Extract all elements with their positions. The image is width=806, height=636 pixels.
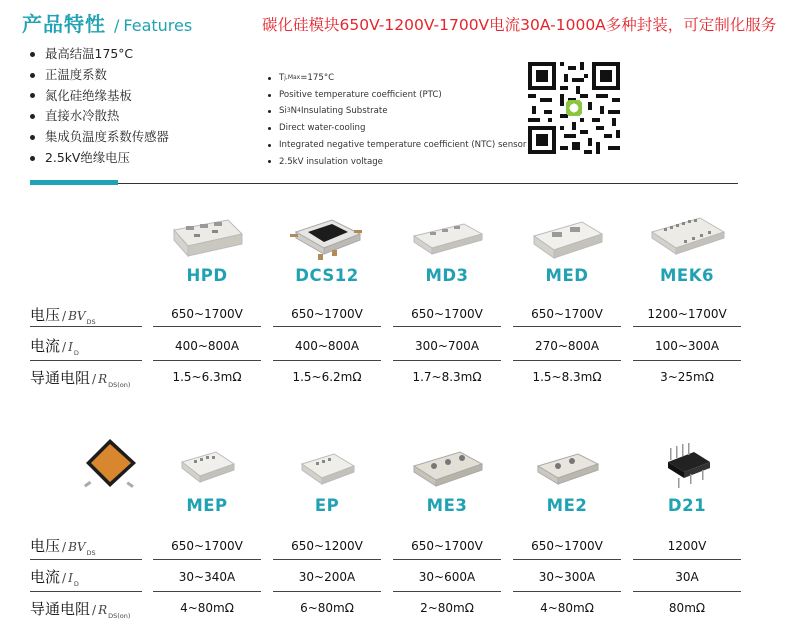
row-divider bbox=[30, 326, 142, 327]
cell-divider bbox=[273, 360, 381, 361]
bullet-icon bbox=[30, 135, 35, 140]
cell-divider bbox=[273, 559, 381, 560]
title-english: Features bbox=[123, 16, 193, 35]
product-d21[interactable] bbox=[632, 442, 742, 515]
module-dcs12-icon bbox=[288, 212, 366, 262]
module-me2-icon bbox=[528, 442, 606, 492]
module-mep-icon bbox=[168, 442, 246, 492]
module-md3-icon bbox=[408, 212, 486, 262]
cell-voltage: 650~1700V bbox=[411, 539, 483, 553]
cell-resistance: 1.7~8.3mΩ bbox=[412, 370, 482, 384]
label-voltage: 电压 / BV DS bbox=[30, 537, 96, 557]
cell-voltage: 650~1200V bbox=[291, 539, 363, 553]
bullet-icon bbox=[30, 73, 35, 78]
feature-item-en: Positive temperature coefficient (PTC) bbox=[268, 87, 526, 104]
cell-divider bbox=[153, 360, 261, 361]
cell-divider bbox=[153, 591, 261, 592]
feature-item-en: Si 3 N 4 Insulating Substrate bbox=[268, 103, 526, 120]
features-chinese-list bbox=[30, 44, 169, 169]
cell-resistance: 4~80mΩ bbox=[540, 601, 594, 615]
cell-current: 270~800A bbox=[534, 339, 600, 353]
feature-item: 正温度系数 bbox=[30, 65, 169, 86]
module-ep-icon bbox=[288, 442, 366, 492]
title-chinese: 产品特性 bbox=[22, 12, 106, 36]
bullet-icon bbox=[268, 127, 271, 130]
feature-item: 直接水冷散热 bbox=[30, 106, 169, 127]
cell-voltage: 1200~1700V bbox=[647, 307, 727, 321]
cell-resistance: 1.5~8.3mΩ bbox=[532, 370, 602, 384]
cell-divider bbox=[393, 591, 501, 592]
cell-current: 30~340A bbox=[178, 570, 236, 584]
cell-current: 100~300A bbox=[654, 339, 720, 353]
product-name: MEK6 bbox=[660, 266, 714, 285]
product-me2[interactable] bbox=[512, 442, 622, 515]
cell-voltage: 650~1700V bbox=[531, 307, 603, 321]
product-md3[interactable] bbox=[392, 212, 502, 285]
cell-current: 30~200A bbox=[298, 570, 356, 584]
bullet-icon bbox=[268, 94, 271, 97]
product-mep[interactable] bbox=[152, 442, 262, 515]
product-name: MED bbox=[545, 266, 589, 285]
cell-divider bbox=[633, 591, 741, 592]
bullet-icon bbox=[30, 114, 35, 119]
cell-divider bbox=[513, 360, 621, 361]
module-d21-icon bbox=[648, 442, 726, 492]
product-name: MEP bbox=[186, 496, 228, 515]
label-current: 电流 / I D bbox=[30, 568, 79, 588]
cell-resistance: 4~80mΩ bbox=[180, 601, 234, 615]
product-name: HPD bbox=[186, 266, 228, 285]
divider-accent bbox=[30, 180, 118, 185]
section-title bbox=[22, 8, 192, 37]
features-english-list bbox=[268, 70, 526, 170]
cell-voltage: 650~1700V bbox=[411, 307, 483, 321]
label-resistance: 导通电阻 / R DS(on) bbox=[30, 369, 131, 389]
bullet-icon bbox=[268, 77, 271, 80]
module-mek6-icon bbox=[648, 212, 726, 262]
feature-item: 氮化硅绝缘基板 bbox=[30, 86, 169, 107]
cell-divider bbox=[273, 326, 381, 327]
bullet-icon bbox=[268, 160, 271, 163]
cell-divider bbox=[393, 360, 501, 361]
bullet-icon bbox=[30, 52, 35, 57]
cell-resistance: 1.5~6.3mΩ bbox=[172, 370, 242, 384]
cell-divider bbox=[513, 326, 621, 327]
label-current: 电流 / I D bbox=[30, 337, 79, 357]
product-me3[interactable] bbox=[392, 442, 502, 515]
feature-item-en: T j,Max =175°C bbox=[268, 70, 526, 87]
feature-item-en: Direct water-cooling bbox=[268, 120, 526, 137]
cell-voltage: 1200V bbox=[667, 539, 707, 553]
cell-divider bbox=[393, 559, 501, 560]
cell-resistance: 80mΩ bbox=[668, 601, 706, 615]
feature-item-en: Integrated negative temperature coefficient (NTC) sensor bbox=[268, 137, 526, 154]
product-name: DCS12 bbox=[295, 266, 359, 285]
product-name: ME3 bbox=[426, 496, 468, 515]
product-name: EP bbox=[314, 496, 340, 515]
product-name: MD3 bbox=[425, 266, 469, 285]
cell-current: 30~600A bbox=[418, 570, 476, 584]
product-med[interactable] bbox=[512, 212, 622, 285]
cell-current: 30A bbox=[675, 570, 699, 584]
module-mep-package-icon bbox=[82, 435, 140, 495]
product-name: ME2 bbox=[546, 496, 588, 515]
cell-divider bbox=[513, 591, 621, 592]
feature-item: 最高结温175°C bbox=[30, 44, 169, 65]
cell-voltage: 650~1700V bbox=[531, 539, 603, 553]
row-divider bbox=[30, 360, 142, 361]
cell-resistance: 3~25mΩ bbox=[660, 370, 714, 384]
row-divider bbox=[30, 559, 142, 560]
cell-voltage: 650~1700V bbox=[171, 539, 243, 553]
cell-divider bbox=[633, 360, 741, 361]
feature-item: 集成负温度系数传感器 bbox=[30, 127, 169, 148]
cell-divider bbox=[273, 591, 381, 592]
product-name: D21 bbox=[667, 496, 707, 515]
bullet-icon bbox=[30, 93, 35, 98]
cell-divider bbox=[393, 326, 501, 327]
product-dcs12[interactable] bbox=[272, 212, 382, 285]
qr-code-icon[interactable] bbox=[528, 62, 620, 154]
cell-divider bbox=[633, 559, 741, 560]
cell-current: 400~800A bbox=[174, 339, 240, 353]
feature-item-en: 2.5kV insulation voltage bbox=[268, 154, 526, 171]
cell-resistance: 2~80mΩ bbox=[420, 601, 474, 615]
slogan: 碳化硅模块650V-1200V-1700V电流30A-1000A多种封装，可定制化服务 bbox=[262, 16, 777, 34]
bullet-icon bbox=[268, 144, 271, 147]
cell-current: 300~700A bbox=[414, 339, 480, 353]
module-hpd-icon bbox=[168, 212, 246, 262]
divider-line bbox=[118, 183, 738, 184]
label-resistance: 导通电阻 / R DS(on) bbox=[30, 600, 131, 620]
row-divider bbox=[30, 591, 142, 592]
cell-divider bbox=[513, 559, 621, 560]
cell-resistance: 1.5~6.2mΩ bbox=[292, 370, 362, 384]
title-separator: / bbox=[114, 16, 120, 35]
product-mek6[interactable] bbox=[632, 212, 742, 285]
bullet-icon bbox=[30, 156, 35, 161]
cell-divider bbox=[153, 559, 261, 560]
feature-item: 2.5kV绝缘电压 bbox=[30, 148, 169, 169]
cell-current: 400~800A bbox=[294, 339, 360, 353]
cell-divider bbox=[153, 326, 261, 327]
cell-voltage: 650~1700V bbox=[171, 307, 243, 321]
label-voltage: 电压 / BV DS bbox=[30, 306, 96, 326]
cell-resistance: 6~80mΩ bbox=[300, 601, 354, 615]
product-hpd[interactable] bbox=[152, 212, 262, 285]
bullet-icon bbox=[268, 110, 271, 113]
product-ep[interactable] bbox=[272, 442, 382, 515]
module-me3-icon bbox=[408, 442, 486, 492]
module-med-icon bbox=[528, 212, 606, 262]
cell-voltage: 650~1700V bbox=[291, 307, 363, 321]
cell-current: 30~300A bbox=[538, 570, 596, 584]
cell-divider bbox=[633, 326, 741, 327]
